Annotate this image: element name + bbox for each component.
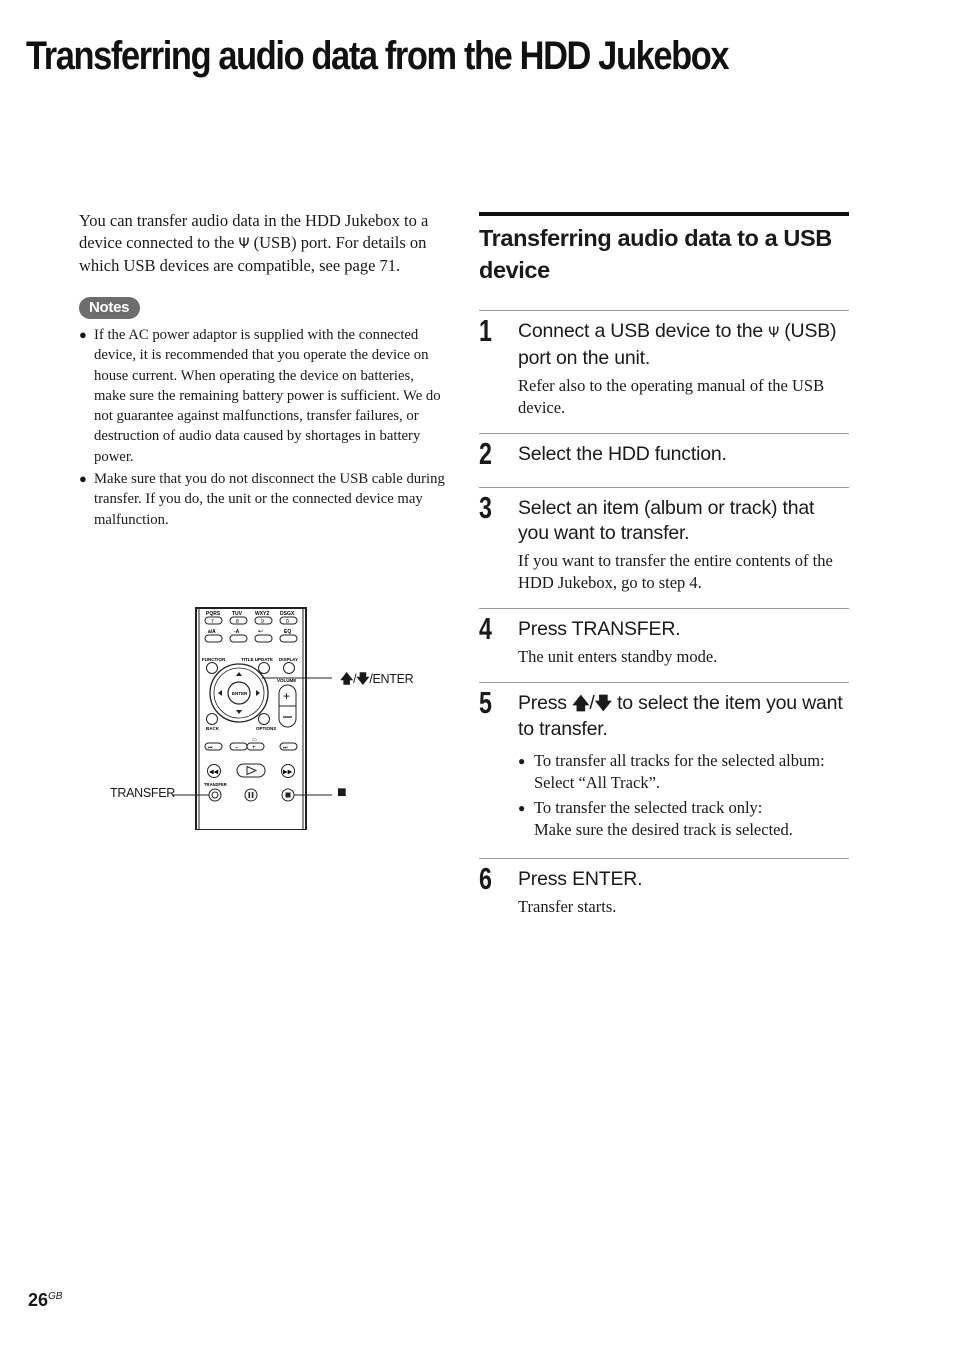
svg-text:ENTER: ENTER: [232, 691, 248, 696]
list-item: ● To transfer all tracks for the selected album: Select “All Track”.: [518, 751, 825, 792]
svg-text:TITLE UPDATE: TITLE UPDATE: [241, 657, 273, 662]
section-rule: [479, 212, 849, 216]
step-bullets: [518, 750, 849, 841]
svg-text:FUNCTION: FUNCTION: [202, 657, 226, 662]
note-item: ● Make sure that you do not disconnect the USB cable during transfer. If you do, the unit or the connected device may malfunction.: [79, 471, 445, 528]
svg-text:TRANSFER: TRANSFER: [204, 782, 227, 787]
transfer-callout: TRANSFER: [110, 786, 175, 800]
remote-label: WXYZ: [255, 611, 270, 617]
step-2: [479, 433, 849, 487]
step-number: 5: [479, 685, 492, 720]
stop-icon: ■: [337, 784, 347, 801]
step-heading: Press TRANSFER.: [518, 618, 681, 640]
svg-text:⏮: ⏮: [208, 745, 213, 751]
remote-label: TUV: [232, 611, 242, 617]
step-body: Transfer starts.: [518, 897, 617, 916]
step-number: 2: [479, 436, 492, 471]
svg-text:EQ: EQ: [284, 629, 292, 635]
step-heading: Press ENTER.: [518, 868, 643, 890]
remote-illustration: [100, 600, 440, 830]
notes-badge: Notes: [79, 297, 140, 319]
svg-text:8: 8: [236, 619, 239, 625]
svg-text:VOLUME: VOLUME: [277, 678, 297, 683]
svg-text:⏭: ⏭: [283, 745, 288, 751]
step-body: If you want to transfer the entire contents of the HDD Jukebox, go to step 4.: [518, 551, 833, 592]
down-arrow-icon: 🡇: [594, 694, 612, 714]
svg-text:DISPLAY: DISPLAY: [279, 657, 299, 662]
bullet-icon: ●: [518, 801, 526, 815]
note-item: ● If the AC power adaptor is supplied with the connected device, it is recommended that you operate the device on house current. When operating the device on batteries, make sure the remaining battery power is sufficient. We do not guarantee against malfunctions, transfer failures, or destruction of audio data caused by shortages in battery power.: [79, 327, 441, 465]
page-title: Transferring audio data from the HDD Jukebox: [26, 34, 729, 78]
svg-text:↩: ↩: [258, 628, 264, 635]
svg-text:▶▶: ▶▶: [283, 768, 293, 776]
svg-text:–: –: [235, 745, 239, 751]
step-body: The unit enters standby mode.: [518, 647, 718, 666]
step-3: [479, 487, 849, 608]
step-6: [479, 858, 849, 932]
right-column: [479, 212, 849, 932]
step-4: [479, 608, 849, 682]
svg-text:+: +: [283, 689, 291, 703]
step-heading: Press 🡅/🡇 to select the item you want to transfer.: [518, 692, 843, 740]
step-body: Refer also to the operating manual of the USB device.: [518, 376, 825, 417]
bullet-icon: ●: [79, 471, 87, 487]
usb-icon: Ψ: [768, 325, 780, 341]
svg-text:OPTIONS: OPTIONS: [256, 726, 277, 731]
step-5: [479, 682, 849, 858]
usb-icon: Ψ: [238, 236, 250, 252]
page-number: $26^{GB}$: [28, 1290, 63, 1310]
svg-text:◀◀: ◀◀: [209, 768, 219, 776]
svg-text:a/A: a/A: [208, 629, 216, 635]
step-number: 3: [479, 490, 492, 525]
step-heading: Connect a USB device to the Ψ (USB) port on the unit.: [518, 320, 837, 369]
svg-text:+: +: [252, 745, 256, 751]
svg-text:BACK: BACK: [206, 726, 219, 731]
intro-text: You can transfer audio data in the HDD Jukebox to a device connected to the Ψ (USB) port. For details on which USB devices are compatible, see page 71.: [79, 211, 429, 275]
list-item: ● To transfer the selected track only: Make sure the desired track is selected.: [518, 798, 793, 839]
bullet-icon: ●: [518, 754, 526, 768]
svg-text:7: 7: [211, 619, 214, 625]
left-column: [79, 210, 449, 532]
down-arrow-icon: 🡇: [356, 672, 370, 687]
up-arrow-icon: 🡅: [340, 672, 354, 687]
step-number: 4: [479, 611, 492, 646]
step-1: [479, 310, 849, 433]
notes-list: [79, 325, 449, 530]
svg-text:0: 0: [286, 619, 289, 625]
section-title: Transferring audio data to a USB device: [479, 225, 832, 283]
bullet-icon: ●: [79, 327, 87, 342]
step-heading: Select the HDD function.: [518, 443, 727, 465]
remote-label: DSGX: [280, 611, 295, 617]
up-down-enter-callout: 🡅/🡇/ENTER: [340, 672, 414, 687]
up-arrow-icon: 🡅: [572, 694, 590, 714]
svg-text:-A: -A: [234, 629, 240, 635]
step-heading: Select an item (album or track) that you want to transfer.: [518, 497, 815, 544]
step-number: 1: [479, 313, 492, 348]
step-number: 6: [479, 861, 492, 896]
remote-label: PQRS: [206, 611, 221, 617]
svg-text:9: 9: [261, 619, 264, 625]
svg-text:▭: ▭: [252, 737, 257, 743]
